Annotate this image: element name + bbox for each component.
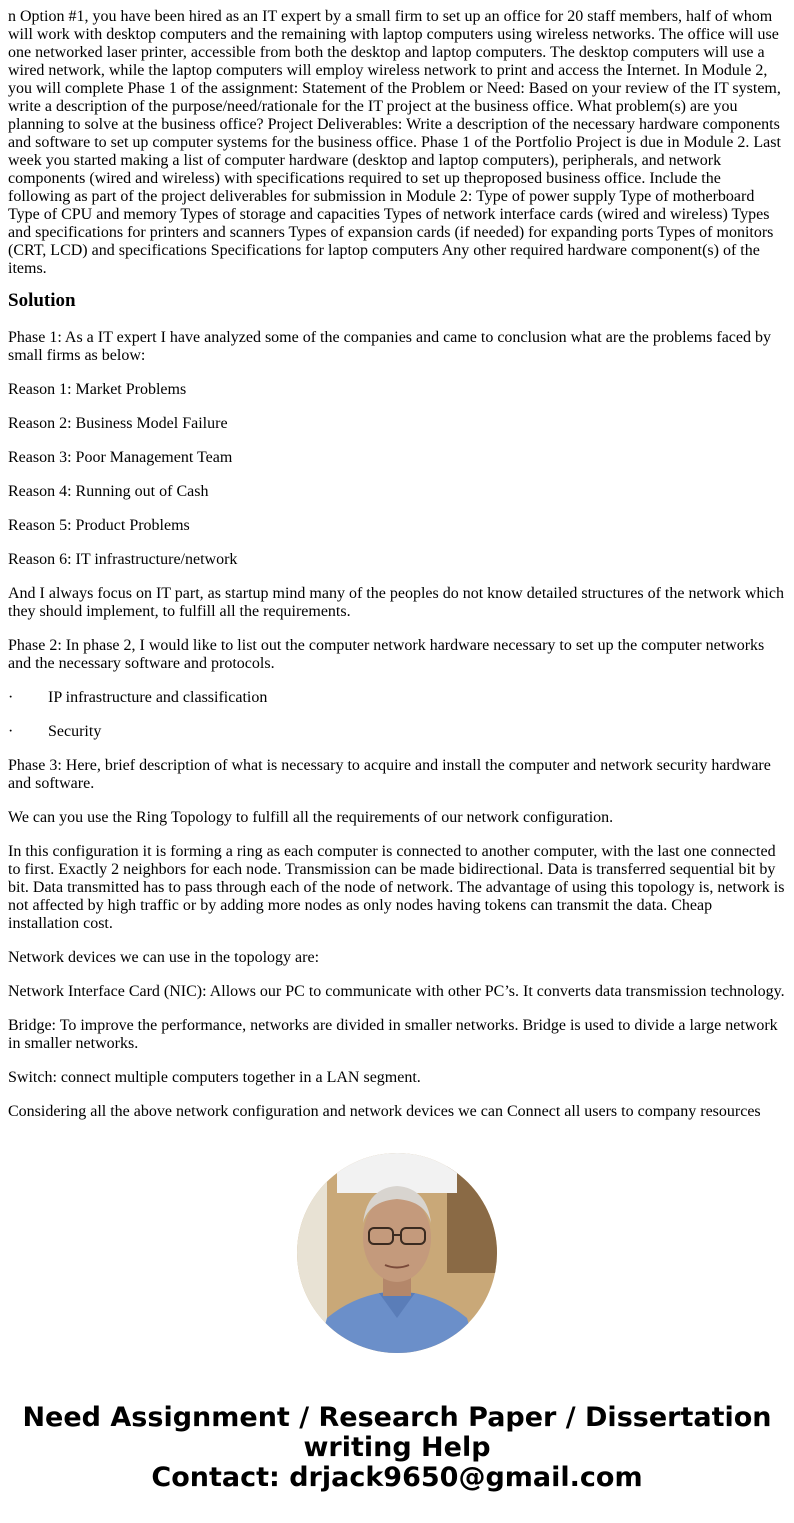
devices-intro: Network devices we can use in the topology are: <box>8 949 320 966</box>
banner-line-1: Need Assignment / Research Paper / Dissertation <box>22 1402 772 1433</box>
ring-topology-detail: In this configuration it is forming a ring as each computer is connected to another computer, with the last one connected to first. Exactly 2 neighbors for each node. Transmission can be made bidirectional. Data is transferred sequential bit by bit. Data transmitted has to pass through each of the node of network. The advantage of using this topology is, network is not affected by high traffic or by adding more nodes as only nodes having tokens can transmit the data. Cheap installation cost. <box>8 843 785 932</box>
reason-5: Reason 5: Product Problems <box>8 517 190 534</box>
banner-contact: Contact: drjack9650@gmail.com <box>151 1462 643 1493</box>
solution-heading: Solution <box>8 290 76 311</box>
ring-topology-intro: We can you use the Ring Topology to fulfill all the requirements of our network configuration. <box>8 809 614 826</box>
banner-line-2: writing Help <box>303 1432 491 1463</box>
bullet-ip-infrastructure <box>8 689 786 707</box>
focus-text: And I always focus on IT part, as startup mind many of the peoples do not know detailed structures of the network which they should implement, to fulfill all the requirements. <box>8 585 784 620</box>
question-text: n Option #1, you have been hired as an IT expert by a small firm to set up an office for 20 staff members, half of whom will work with desktop computers and the remaining with laptop computers using wireless networks. The office will use one networked laser printer, accessible from both the desktop and laptop computers. The desktop computers will use a wired network, while the laptop computers will employ wireless network to print and access the Internet. In Module 2, you will complete Phase 1 of the assignment: Statement of the Problem or Need: Based on your review of the IT system, write a description of the purpose/need/rationale for the IT project at the business office. What problem(s) are you planning to solve at the business office? Project Deliverables: Write a description of the necessary hardware components and software to set up computer systems for the business office. Phase 1 of the Portfolio Project is due in Module 2. Last week you started making a list of computer hardware (desktop and laptop computers), peripherals, and network components (wired and wireless) with specifications required to set up theproposed business office. Include the following as part of the project deliverables for submission in Module 2: Type of power supply Type of motherboard Type of CPU and memory Types of storage and capacities Types of network interface cards (wired and wireless) Types and specifications for printers and scanners Types of expansion cards (if needed) for expanding ports Types of monitors (CRT, LCD) and specifications Specifications for laptop computers Any other required hardware component(s) of the items. <box>8 8 781 277</box>
reason-4: Reason 4: Running out of Cash <box>8 483 209 500</box>
photo-left-panel <box>297 1153 327 1353</box>
phase1-text: Phase 1: As a IT expert I have analyzed some of the companies and came to conclusion what are the problems faced by small firms as below: <box>8 329 771 364</box>
reason-1: Reason 1: Market Problems <box>8 381 187 398</box>
bullet-label: Security <box>48 723 102 740</box>
bullet-security <box>8 723 786 741</box>
switch-text: Switch: connect multiple computers together in a LAN segment. <box>8 1069 421 1086</box>
bullet-mark: · <box>8 689 14 706</box>
bullet-mark: · <box>8 723 14 740</box>
phase2-text: Phase 2: In phase 2, I would like to list out the computer network hardware necessary to set up the computer networks and the necessary software and protocols. <box>8 637 765 672</box>
photo-face <box>363 1194 431 1282</box>
article-body <box>8 8 786 1122</box>
author-photo <box>297 1153 497 1353</box>
reason-2: Reason 2: Business Model Failure <box>8 415 228 432</box>
nic-text: Network Interface Card (NIC): Allows our PC to communicate with other PC’s. It converts data transmission technology. <box>8 983 785 1000</box>
conclusion-text: Considering all the above network configuration and network devices we can Connect all users to company resources <box>8 1103 761 1120</box>
phase3-text: Phase 3: Here, brief description of what is necessary to acquire and install the computer and network security hardware and software. <box>8 757 771 792</box>
bullet-label: IP infrastructure and classification <box>48 689 268 706</box>
reason-6: Reason 6: IT infrastructure/network <box>8 551 238 568</box>
bridge-text: Bridge: To improve the performance, networks are divided in smaller networks. Bridge is used to divide a large network in smaller networks. <box>8 1017 778 1052</box>
reason-3: Reason 3: Poor Management Team <box>8 449 233 466</box>
author-avatar <box>297 1153 497 1353</box>
contact-banner <box>0 1403 794 1493</box>
